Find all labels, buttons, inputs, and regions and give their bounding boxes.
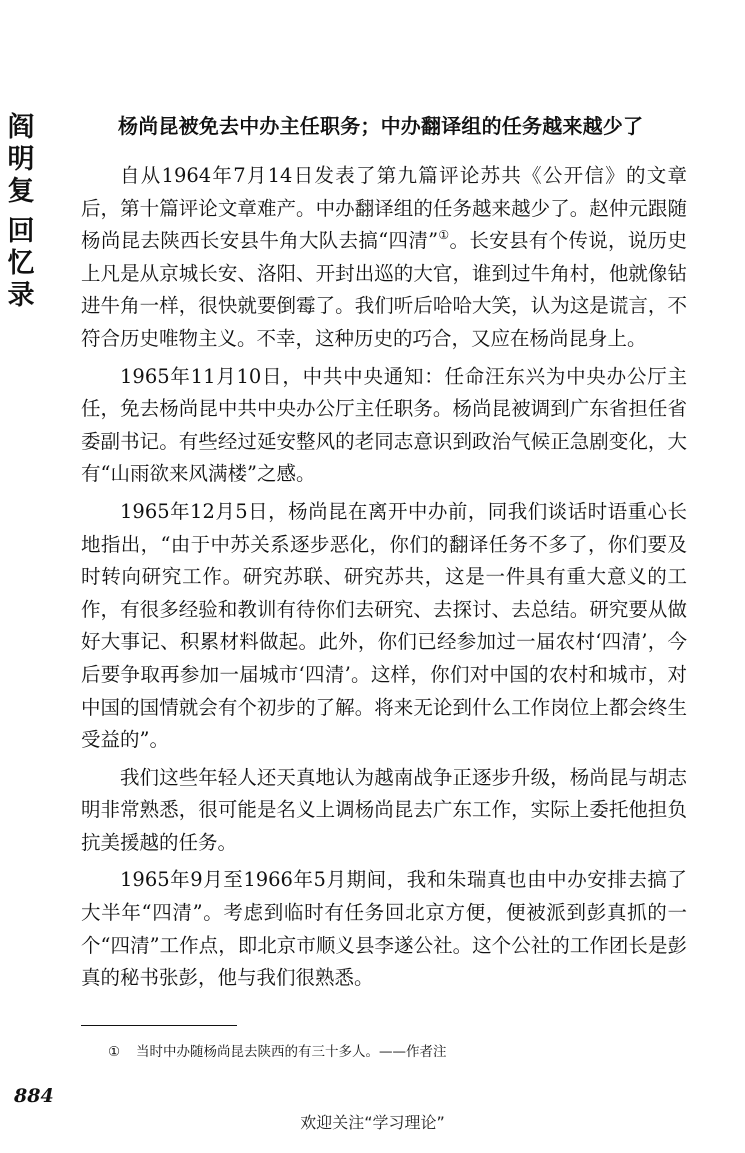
footnote-reference[interactable]: ① — [438, 228, 450, 243]
book-title-char: 明 — [7, 144, 35, 175]
footnote — [108, 1042, 708, 1062]
book-title-vertical — [6, 112, 36, 312]
book-title-char: 阎 — [7, 112, 35, 143]
footnote-divider — [81, 1025, 237, 1026]
paragraph — [81, 160, 687, 356]
footnote-number: ① — [108, 1044, 121, 1060]
paragraph-text: 自从1964年7月14日发表了第九篇评论苏共《公开信》的文章后，第十篇评论文章难产。中办翻译组的任务越来越少了。赵仲元跟随杨尚昆去陕西长安县牛角大队去搞“四清” — [81, 164, 687, 253]
body-text — [81, 160, 687, 995]
book-title-char: 忆 — [7, 248, 35, 279]
footnote-text: 当时中办随杨尚昆去陕西的有三十多人。——作者注 — [136, 1044, 447, 1060]
section-title: 杨尚昆被免去中办主任职务；中办翻译组的任务越来越少了 — [118, 114, 644, 138]
page-number: 884 — [14, 1085, 54, 1107]
watermark-text: 欢迎关注“学习理论” — [300, 1113, 445, 1132]
book-title-char: 录 — [7, 280, 35, 311]
paragraph-text: 。长安县有个传说，说历史上凡是从京城长安、洛阳、开封出巡的大官，谁到过牛角村，他就像钻进牛角一样，很快就要倒霉了。我们听后哈哈大笑，认为这是谎言，不符合历史唯物主义。不幸，这种历史的巧合，又应在杨尚昆身上。 — [81, 229, 687, 350]
book-title-char: 复 — [7, 176, 35, 207]
book-title-char: 回 — [7, 216, 35, 247]
paragraph: 1965年9月至1966年5月期间，我和朱瑞真也由中办安排去搞了大半年“四清”。考虑到临时有任务回北京方便，便被派到彭真抓的一个“四清”工作点，即北京市顺义县李遂公社。这个公社的工作团长是彭真的秘书张彭，他与我们很熟悉。 — [81, 868, 687, 990]
paragraph: 1965年11月10日，中共中央通知：任命汪东兴为中央办公厅主任，免去杨尚昆中共中央办公厅主任职务。杨尚昆被调到广东省担任省委副书记。有些经过延安整风的老同志意识到政治气候正急剧变化，大有“山雨欲来风满楼”之感。 — [81, 364, 687, 486]
paragraph: 我们这些年轻人还天真地认为越南战争正逐步升级，杨尚昆与胡志明非常熟悉，很可能是名义上调杨尚昆去广东工作，实际上委托他担负抗美援越的任务。 — [81, 765, 687, 854]
paragraph: 1965年12月5日，杨尚昆在离开中办前，同我们谈话时语重心长地指出，“由于中苏关系逐步恶化，你们的翻译任务不多了，你们要及时转向研究工作。研究苏联、研究苏共，这是一件具有重大意义的工作，有很多经验和教训有待你们去研究、去探讨、去总结。研究要从做好大事记、积累材料做起。此外，你们已经参加过一届农村‘四清’，今后要争取再参加一届城市‘四清’。这样，你们对中国的农村和城市，对中国的国情就会有个初步的了解。将来无论到什么工作岗位上都会终生受益的”。 — [81, 499, 687, 752]
